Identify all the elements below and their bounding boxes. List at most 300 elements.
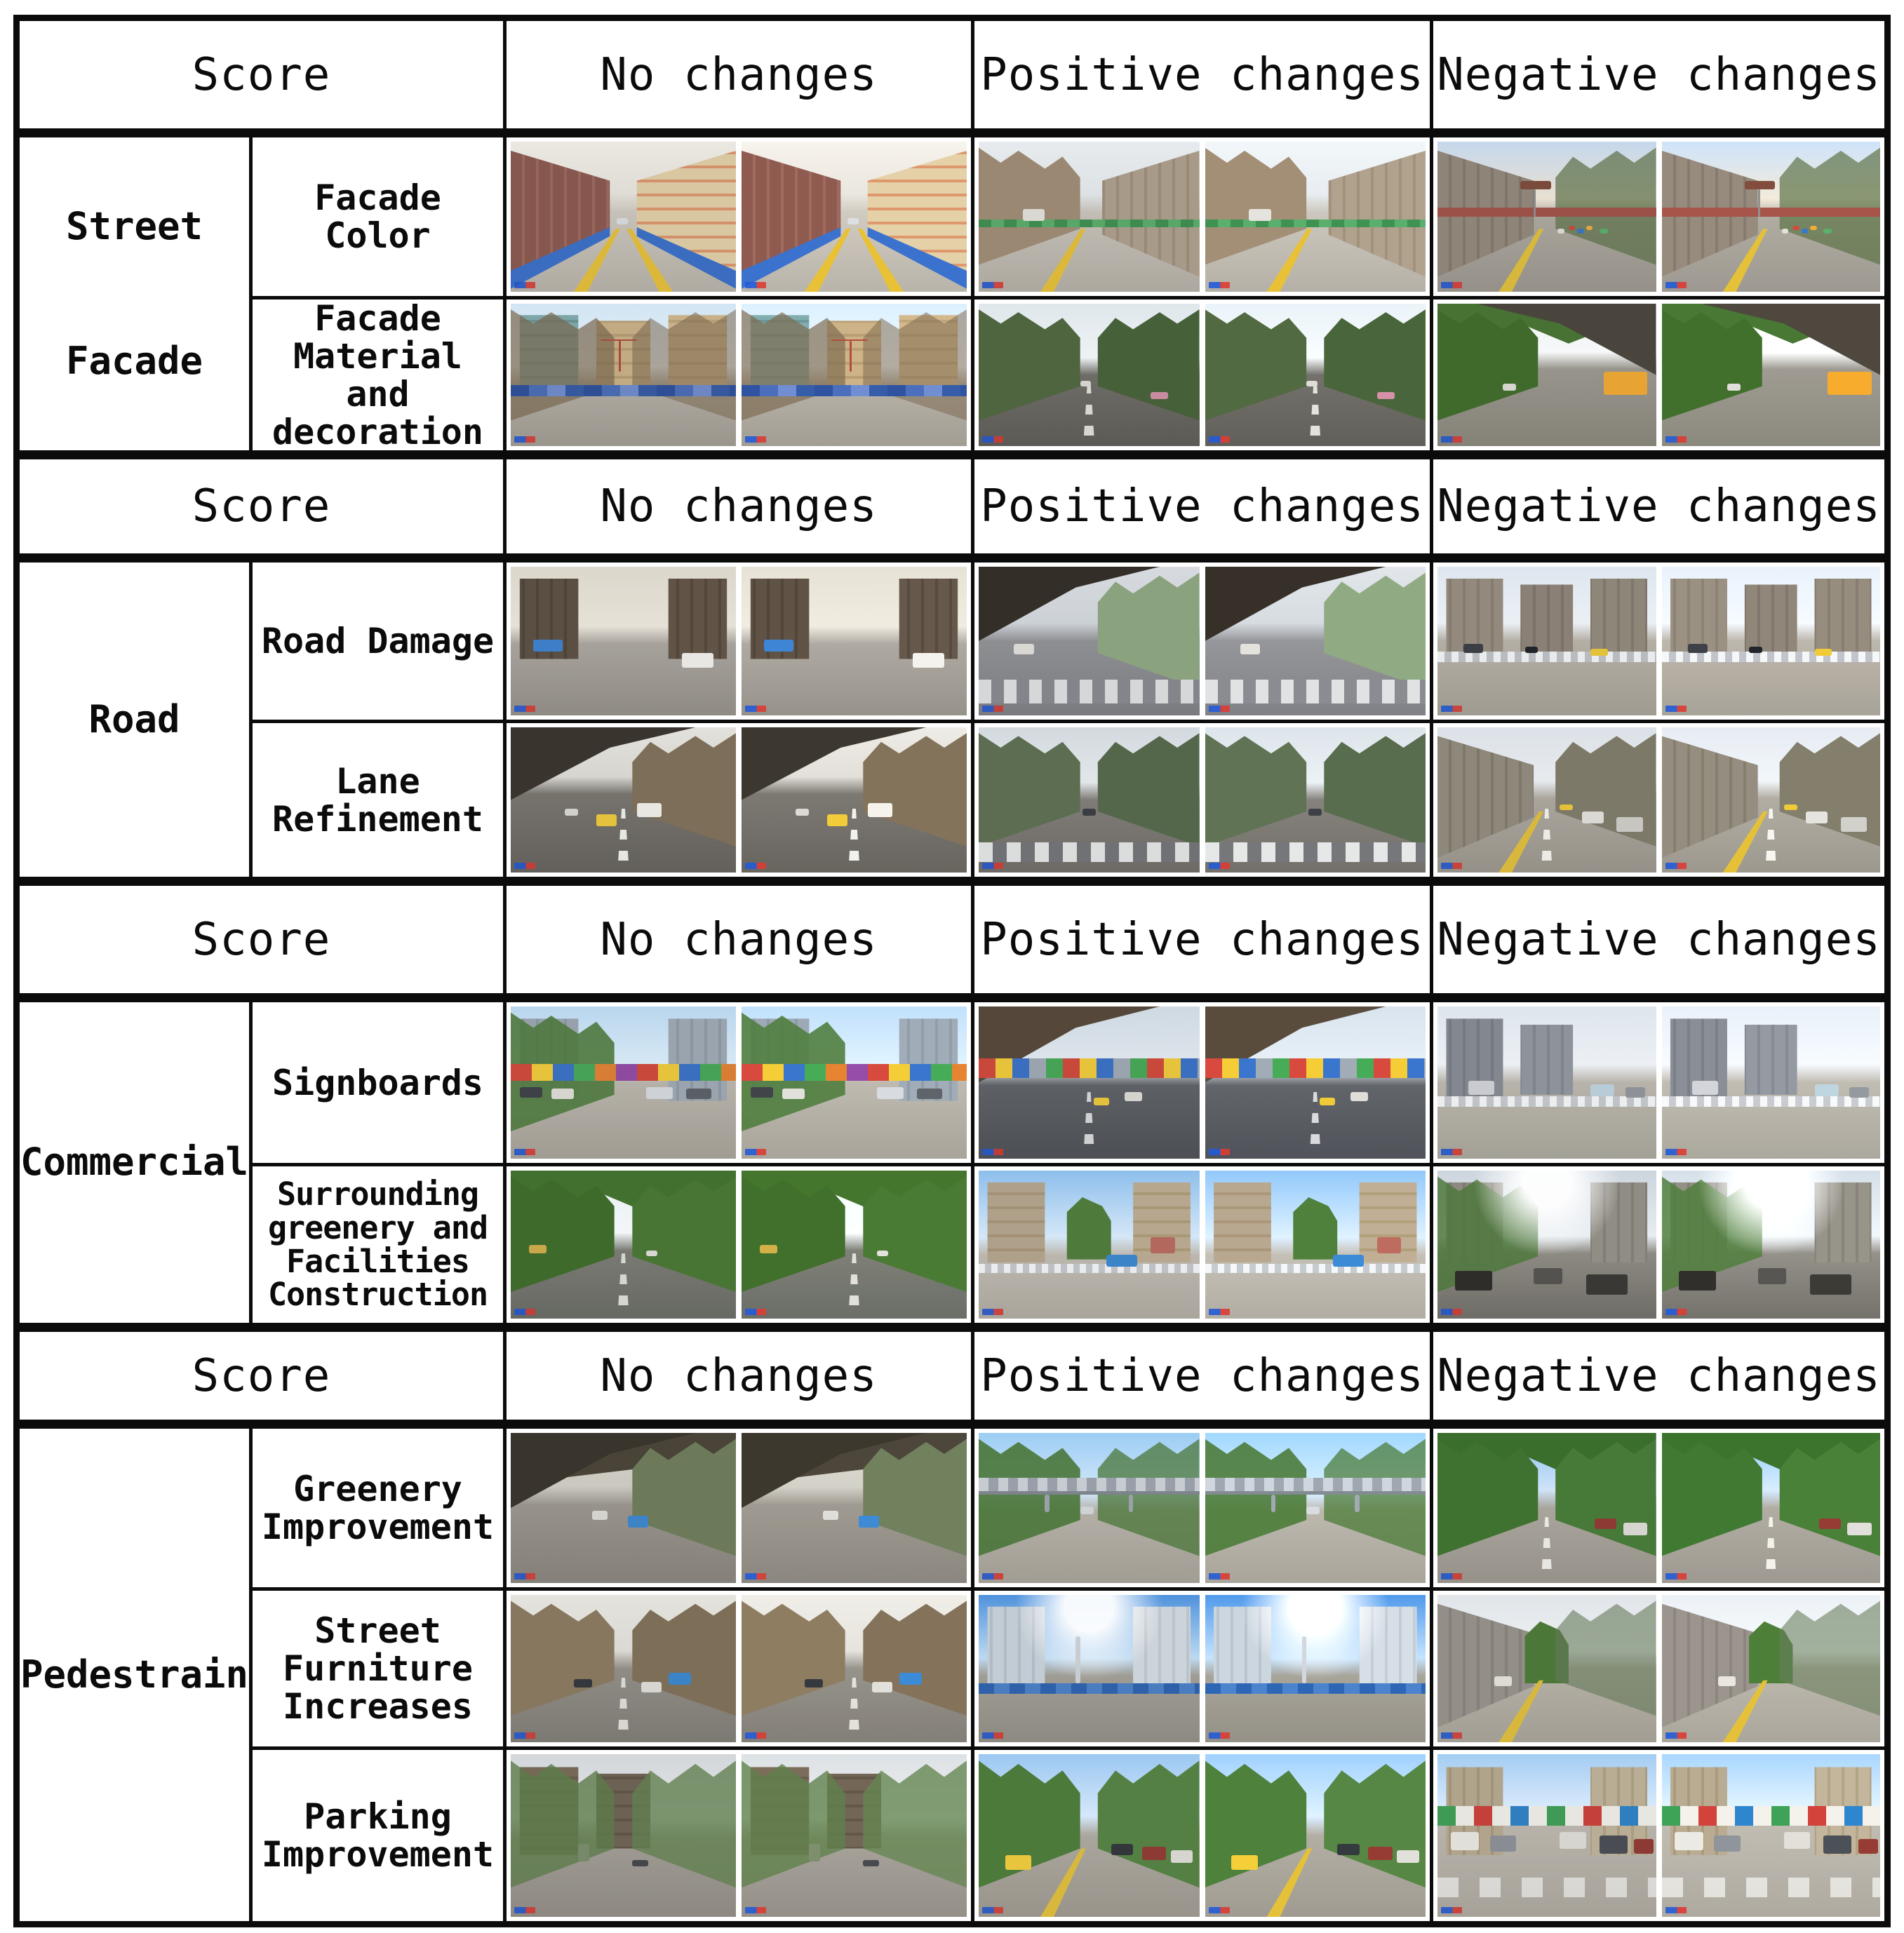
street-photo bbox=[1205, 304, 1426, 446]
scene-layer-dashC bbox=[848, 1253, 859, 1314]
scene-prop bbox=[751, 1087, 773, 1098]
scene-layer-glow bbox=[1662, 1171, 1881, 1319]
criterion-cell-facade-color bbox=[253, 137, 503, 296]
scene-prop bbox=[641, 1682, 662, 1692]
label-line: Facilities bbox=[286, 1242, 469, 1280]
map-watermark-icon bbox=[982, 1149, 1003, 1155]
street-photo bbox=[1662, 142, 1881, 292]
map-watermark-icon bbox=[1665, 1309, 1687, 1315]
scene-prop bbox=[1758, 1268, 1786, 1284]
scene-prop bbox=[1745, 181, 1776, 190]
scene-layer-glow bbox=[1437, 1171, 1656, 1319]
scene-layer-band bbox=[1437, 652, 1656, 662]
scene-prop bbox=[805, 1679, 823, 1688]
street-photo bbox=[1205, 142, 1426, 292]
photo-cell-street-furniture-increases-positive-changes bbox=[974, 1591, 1430, 1746]
map-watermark-icon bbox=[514, 1309, 535, 1315]
scene-prop bbox=[1569, 226, 1575, 230]
category-cell-commercial bbox=[20, 1002, 249, 1323]
scene-prop bbox=[646, 1087, 673, 1099]
map-watermark-icon bbox=[514, 706, 535, 712]
header-cell-negative-changes bbox=[1433, 1332, 1884, 1420]
scene-prop bbox=[1675, 1832, 1703, 1850]
map-watermark-icon bbox=[1441, 1732, 1462, 1739]
scene-prop bbox=[1819, 1518, 1841, 1529]
label-line: Street bbox=[65, 203, 203, 248]
scene-layer-band bbox=[979, 1264, 1200, 1273]
scene-prop bbox=[1714, 1836, 1740, 1852]
scene-prop bbox=[1858, 1839, 1878, 1854]
label-line: Road bbox=[88, 696, 180, 741]
category-cell-street-facade bbox=[20, 137, 249, 450]
scene-prop bbox=[1240, 644, 1260, 654]
map-watermark-icon bbox=[1441, 1907, 1462, 1913]
label-line: and bbox=[346, 373, 410, 415]
scene-prop bbox=[1782, 229, 1788, 233]
map-watermark-icon bbox=[1665, 282, 1687, 288]
street-photo bbox=[1437, 567, 1656, 715]
scene-layer-dashC bbox=[617, 809, 629, 868]
street-photo bbox=[1662, 1171, 1881, 1319]
photo-cell-street-furniture-increases-no-changes bbox=[507, 1591, 971, 1746]
scene-prop bbox=[1337, 1844, 1359, 1855]
scene-prop bbox=[1377, 392, 1395, 399]
street-photo bbox=[979, 1006, 1200, 1159]
scene-layer-band bbox=[1437, 1806, 1656, 1826]
criterion-cell-parking-improvement bbox=[253, 1750, 503, 1921]
criterion-cell-signboards bbox=[253, 1002, 503, 1163]
scene-prop bbox=[1823, 1836, 1851, 1854]
scene-prop bbox=[1249, 209, 1271, 221]
scene-layer-band bbox=[979, 842, 1200, 863]
street-photo bbox=[511, 1006, 736, 1159]
scene-layer-band bbox=[1205, 1058, 1426, 1078]
scene-prop bbox=[1828, 372, 1871, 394]
label-line: Increases bbox=[283, 1686, 473, 1727]
scene-layer-band bbox=[742, 1064, 967, 1081]
score-table bbox=[13, 15, 1891, 1927]
label-line: decoration bbox=[271, 411, 484, 450]
street-photo bbox=[1662, 1754, 1881, 1917]
street-photo bbox=[1205, 1595, 1426, 1742]
header-label: No changes bbox=[600, 48, 878, 101]
scene-prop bbox=[1815, 1084, 1839, 1096]
scene-prop bbox=[592, 1511, 608, 1520]
photo-cell-facade-color-no-changes bbox=[507, 137, 971, 296]
scene-prop bbox=[1151, 1237, 1175, 1253]
photo-cell-surrounding-greenery-and-facilities-construction-positive-changes bbox=[974, 1166, 1430, 1323]
map-watermark-icon bbox=[514, 436, 535, 443]
label-line: Material bbox=[293, 335, 462, 377]
scene-prop bbox=[1590, 1084, 1614, 1096]
label-line: Pedestrain bbox=[20, 1652, 249, 1697]
scene-prop bbox=[1600, 1836, 1628, 1854]
scene-prop bbox=[1692, 1081, 1718, 1095]
header-label: Positive changes bbox=[980, 48, 1424, 101]
scene-prop bbox=[1171, 1850, 1193, 1864]
photo-cell-lane-refinement-no-changes bbox=[507, 723, 971, 877]
header-cell-score bbox=[20, 886, 503, 993]
street-photo bbox=[1437, 1595, 1656, 1742]
scene-prop bbox=[1355, 1495, 1359, 1513]
scene-prop bbox=[764, 640, 793, 652]
label-line: Road Damage bbox=[261, 621, 495, 661]
map-watermark-icon bbox=[745, 1907, 766, 1913]
scene-layer-dashC bbox=[848, 1678, 859, 1738]
map-watermark-icon bbox=[1665, 1732, 1687, 1739]
header-label: Negative changes bbox=[1437, 1349, 1881, 1402]
map-watermark-icon bbox=[1665, 706, 1687, 712]
street-photo bbox=[742, 1171, 967, 1319]
map-watermark-icon bbox=[745, 1309, 766, 1315]
street-photo bbox=[979, 1171, 1200, 1319]
photo-cell-surrounding-greenery-and-facilities-construction-no-changes bbox=[507, 1166, 971, 1323]
header-cell-positive-changes bbox=[974, 21, 1430, 128]
scene-prop bbox=[565, 809, 578, 816]
map-watermark-icon bbox=[1209, 1732, 1230, 1739]
header-label: No changes bbox=[600, 913, 878, 966]
street-photo bbox=[1437, 1171, 1656, 1319]
map-watermark-icon bbox=[745, 1732, 766, 1739]
scene-prop bbox=[1451, 1832, 1479, 1850]
map-watermark-icon bbox=[1665, 1907, 1687, 1913]
scene-layer-band bbox=[1437, 1878, 1656, 1897]
label-line: Refinement bbox=[271, 798, 484, 840]
street-photo bbox=[979, 304, 1200, 446]
map-watermark-icon bbox=[745, 436, 766, 443]
map-watermark-icon bbox=[982, 1309, 1003, 1315]
criterion-cell-lane-refinement bbox=[253, 723, 503, 877]
scene-layer-dashC bbox=[1083, 1092, 1094, 1154]
scene-layer-band bbox=[1205, 220, 1426, 227]
scene-prop bbox=[529, 1245, 547, 1254]
scene-layer-glow bbox=[979, 1595, 1200, 1742]
scene-layer-band bbox=[979, 1058, 1200, 1078]
scene-prop bbox=[1368, 1847, 1393, 1860]
map-watermark-icon bbox=[982, 706, 1003, 712]
scene-layer-dashC bbox=[1765, 809, 1776, 868]
street-photo bbox=[742, 1433, 967, 1583]
scene-prop bbox=[1758, 189, 1760, 217]
header-label: Positive changes bbox=[980, 1349, 1424, 1402]
map-watermark-icon bbox=[1665, 863, 1687, 869]
map-watermark-icon bbox=[745, 706, 766, 712]
scene-prop bbox=[1080, 1507, 1094, 1514]
photo-cell-greenery-improvement-negative-changes bbox=[1433, 1429, 1884, 1587]
label-line: Greenery bbox=[293, 1469, 462, 1509]
scene-prop bbox=[1306, 1507, 1320, 1514]
scene-prop bbox=[877, 1087, 904, 1099]
street-photo bbox=[1662, 727, 1881, 873]
header-label: No changes bbox=[600, 480, 878, 532]
label-line: Facade bbox=[314, 299, 441, 339]
label-line: Surrounding bbox=[276, 1176, 478, 1213]
scene-prop bbox=[1560, 804, 1573, 810]
header-label: Negative changes bbox=[1437, 480, 1881, 532]
map-watermark-icon bbox=[514, 1732, 535, 1739]
scene-prop bbox=[1727, 384, 1741, 391]
map-watermark-icon bbox=[514, 282, 535, 288]
header-score-label: Score bbox=[192, 913, 331, 966]
street-photo bbox=[979, 1754, 1200, 1917]
map-watermark-icon bbox=[514, 1149, 535, 1155]
map-watermark-icon bbox=[514, 1573, 535, 1580]
header-label: No changes bbox=[600, 1349, 878, 1402]
category-cell-pedestrain bbox=[20, 1429, 249, 1921]
scene-layer-band bbox=[1205, 680, 1426, 703]
scene-prop bbox=[872, 1682, 892, 1692]
photo-cell-road-damage-positive-changes bbox=[974, 563, 1430, 720]
scene-prop bbox=[1810, 1274, 1851, 1295]
scene-prop bbox=[520, 1087, 542, 1098]
scene-prop bbox=[831, 339, 867, 341]
map-watermark-icon bbox=[745, 863, 766, 869]
scene-prop bbox=[1463, 644, 1483, 653]
map-watermark-icon bbox=[982, 1907, 1003, 1913]
scene-prop bbox=[1094, 1098, 1109, 1105]
map-watermark-icon bbox=[1441, 1309, 1462, 1315]
header-cell-negative-changes bbox=[1433, 886, 1884, 993]
street-photo bbox=[979, 1433, 1200, 1583]
street-photo bbox=[979, 727, 1200, 873]
street-photo bbox=[742, 1595, 967, 1742]
scene-layer-band bbox=[1662, 1878, 1881, 1897]
photo-cell-parking-improvement-no-changes bbox=[507, 1750, 971, 1921]
scene-prop bbox=[1582, 811, 1604, 823]
header-cell-positive-changes bbox=[974, 886, 1430, 993]
scene-layer-band bbox=[1437, 208, 1656, 217]
scene-layer-band bbox=[1662, 1096, 1881, 1107]
scene-prop bbox=[1815, 649, 1832, 656]
scene-prop bbox=[1397, 1850, 1419, 1864]
photo-cell-facade-material-and-decoration-negative-changes bbox=[1433, 299, 1884, 450]
scene-prop bbox=[899, 1673, 922, 1685]
scene-prop bbox=[533, 640, 563, 652]
label-line: Lane bbox=[335, 760, 420, 802]
street-photo bbox=[1662, 567, 1881, 715]
scene-prop bbox=[1600, 229, 1608, 233]
street-photo bbox=[511, 567, 736, 715]
map-watermark-icon bbox=[1209, 1309, 1230, 1315]
scene-prop bbox=[868, 803, 892, 818]
scene-prop bbox=[574, 1679, 592, 1688]
scene-prop bbox=[1350, 1092, 1368, 1101]
street-photo bbox=[979, 567, 1200, 715]
scene-prop bbox=[1616, 817, 1642, 832]
scene-prop bbox=[1823, 229, 1832, 233]
scene-layer-band bbox=[979, 1491, 1200, 1494]
scene-prop bbox=[1045, 1495, 1049, 1513]
map-watermark-icon bbox=[745, 1573, 766, 1580]
scene-prop bbox=[1718, 1676, 1736, 1687]
scene-prop bbox=[1557, 229, 1564, 233]
scene-prop bbox=[1849, 1087, 1869, 1098]
header-cell-score bbox=[20, 459, 503, 553]
street-photo bbox=[511, 1595, 736, 1742]
label-line: Construction bbox=[267, 1276, 488, 1314]
street-photo bbox=[1437, 727, 1656, 873]
street-photo bbox=[1205, 1433, 1426, 1583]
scene-prop bbox=[1623, 1523, 1647, 1535]
scene-layer-band bbox=[979, 1478, 1200, 1491]
street-photo bbox=[1205, 727, 1426, 873]
map-watermark-icon bbox=[1665, 1149, 1687, 1155]
scene-layer-band bbox=[979, 220, 1200, 227]
scene-layer-dashC bbox=[1765, 1517, 1776, 1579]
criterion-cell-street-furniture-increases bbox=[253, 1591, 503, 1746]
map-watermark-icon bbox=[982, 282, 1003, 288]
label-line: Parking bbox=[304, 1796, 452, 1837]
street-photo bbox=[742, 567, 967, 715]
scene-layer-band bbox=[742, 385, 967, 396]
header-score-label: Score bbox=[192, 480, 331, 532]
header-cell-score bbox=[20, 1332, 503, 1420]
street-photo bbox=[511, 1433, 736, 1583]
header-label: Negative changes bbox=[1437, 913, 1881, 966]
scene-prop bbox=[796, 809, 809, 816]
map-watermark-icon bbox=[1209, 706, 1230, 712]
scene-prop bbox=[1749, 647, 1762, 652]
label-line: Furniture bbox=[283, 1648, 473, 1689]
scene-prop bbox=[1455, 1271, 1492, 1290]
scene-layer-band bbox=[511, 385, 736, 396]
street-photo bbox=[979, 1595, 1200, 1742]
street-photo bbox=[1205, 1006, 1426, 1159]
scene-prop bbox=[1302, 1636, 1306, 1683]
scene-prop bbox=[1142, 1847, 1167, 1860]
scene-layer-band bbox=[979, 680, 1200, 703]
scene-prop bbox=[682, 653, 713, 668]
scene-prop bbox=[686, 1089, 711, 1099]
scene-prop bbox=[1080, 381, 1092, 386]
scene-prop bbox=[1841, 817, 1867, 832]
map-watermark-icon bbox=[1441, 436, 1462, 443]
scene-prop bbox=[847, 218, 859, 224]
scene-prop bbox=[1604, 372, 1647, 394]
scene-prop bbox=[1014, 644, 1033, 654]
scene-prop bbox=[1634, 1839, 1654, 1854]
scene-prop bbox=[619, 341, 621, 372]
street-photo bbox=[1205, 1754, 1426, 1917]
label-line: greenery and bbox=[267, 1208, 488, 1246]
label-line: Improvement bbox=[261, 1834, 495, 1875]
scene-layer-dashC bbox=[617, 1253, 629, 1314]
scene-layer-dashC bbox=[617, 1678, 629, 1738]
scene-prop bbox=[827, 814, 847, 826]
photo-cell-surrounding-greenery-and-facilities-construction-negative-changes bbox=[1433, 1166, 1884, 1323]
scene-layer-band bbox=[1205, 1683, 1426, 1694]
street-photo bbox=[742, 1754, 967, 1917]
label-line: Improvement bbox=[261, 1507, 495, 1547]
criterion-cell-greenery-improvement bbox=[253, 1429, 503, 1587]
header-score-label: Score bbox=[192, 48, 331, 101]
map-watermark-icon bbox=[1441, 1573, 1462, 1580]
photo-cell-lane-refinement-positive-changes bbox=[974, 723, 1430, 877]
scene-layer-dashC bbox=[1541, 809, 1553, 868]
label-line: Facade bbox=[65, 339, 203, 383]
street-photo bbox=[1662, 1006, 1881, 1159]
label-line: Signboards bbox=[271, 1062, 484, 1103]
street-photo bbox=[1205, 1171, 1426, 1319]
scene-prop bbox=[1106, 1255, 1137, 1267]
photo-cell-facade-color-negative-changes bbox=[1433, 137, 1884, 296]
header-score-label: Score bbox=[192, 1349, 331, 1402]
scene-prop bbox=[1590, 649, 1608, 656]
header-label: Positive changes bbox=[980, 913, 1424, 966]
photo-cell-parking-improvement-negative-changes bbox=[1433, 1750, 1884, 1921]
scene-prop bbox=[1308, 809, 1322, 816]
scene-prop bbox=[1151, 392, 1168, 399]
street-photo bbox=[742, 142, 967, 292]
scene-prop bbox=[1810, 226, 1816, 230]
scene-layer-band bbox=[1437, 1096, 1656, 1107]
criterion-cell-surrounding-greenery-and-facilities-construction bbox=[253, 1166, 503, 1323]
map-watermark-icon bbox=[745, 282, 766, 288]
map-watermark-icon bbox=[1441, 1149, 1462, 1155]
map-watermark-icon bbox=[982, 436, 1003, 443]
map-watermark-icon bbox=[982, 1573, 1003, 1580]
scene-prop bbox=[1534, 189, 1536, 217]
street-photo bbox=[742, 304, 967, 446]
scene-layer-band bbox=[1205, 1264, 1426, 1273]
scene-prop bbox=[1231, 1855, 1258, 1870]
street-photo bbox=[1437, 1754, 1656, 1917]
label-line: Facade bbox=[314, 177, 441, 218]
photo-cell-greenery-improvement-no-changes bbox=[507, 1429, 971, 1587]
scene-layer-band bbox=[1205, 842, 1426, 863]
map-watermark-icon bbox=[1209, 436, 1230, 443]
map-watermark-icon bbox=[1209, 282, 1230, 288]
scene-prop bbox=[1792, 226, 1799, 230]
header-label: Positive changes bbox=[980, 480, 1424, 532]
scene-prop bbox=[578, 1844, 589, 1862]
photo-cell-road-damage-no-changes bbox=[507, 563, 971, 720]
scene-prop bbox=[1586, 226, 1593, 230]
photo-cell-signboards-negative-changes bbox=[1433, 1002, 1884, 1163]
scene-prop bbox=[760, 1245, 778, 1254]
scene-prop bbox=[1333, 1255, 1364, 1267]
scene-prop bbox=[782, 1089, 805, 1099]
category-cell-road bbox=[20, 563, 249, 877]
photo-cell-parking-improvement-positive-changes bbox=[974, 1750, 1430, 1921]
street-photo bbox=[511, 727, 736, 873]
scene-prop bbox=[669, 1673, 691, 1685]
header-label: Negative changes bbox=[1437, 48, 1881, 101]
scene-prop bbox=[646, 1251, 657, 1256]
scene-prop bbox=[1468, 1081, 1494, 1095]
header-cell-no-changes bbox=[507, 21, 971, 128]
scene-layer-band bbox=[979, 1683, 1200, 1694]
photo-cell-facade-material-and-decoration-positive-changes bbox=[974, 299, 1430, 450]
scene-prop bbox=[917, 1089, 941, 1099]
scene-prop bbox=[877, 1251, 888, 1256]
scene-prop bbox=[1129, 1495, 1133, 1513]
scene-prop bbox=[1784, 804, 1797, 810]
map-watermark-icon bbox=[745, 1149, 766, 1155]
street-photo bbox=[1437, 304, 1656, 446]
scene-prop bbox=[1625, 1087, 1645, 1098]
map-watermark-icon bbox=[1441, 282, 1462, 288]
photo-cell-signboards-no-changes bbox=[507, 1002, 971, 1163]
scene-prop bbox=[859, 1516, 879, 1528]
scene-layer-glow bbox=[1205, 1595, 1426, 1742]
street-photo bbox=[1437, 1006, 1656, 1159]
map-watermark-icon bbox=[514, 1907, 535, 1913]
map-watermark-icon bbox=[982, 1732, 1003, 1739]
scene-layer-band bbox=[1205, 1491, 1426, 1494]
map-watermark-icon bbox=[1441, 706, 1462, 712]
map-watermark-icon bbox=[1665, 1573, 1687, 1580]
